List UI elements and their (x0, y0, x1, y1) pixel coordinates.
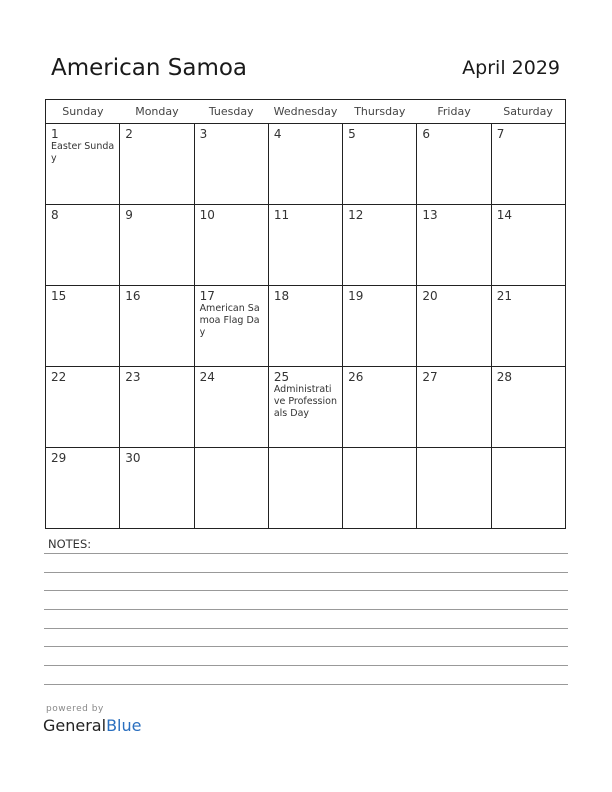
note-line (44, 646, 568, 647)
logo-blue: Blue (106, 716, 142, 735)
weekday-header: Sunday (46, 100, 120, 124)
week-row (46, 124, 566, 205)
day-cell (46, 205, 120, 286)
day-cell (343, 286, 417, 367)
day-cell-empty (194, 448, 268, 529)
weekday-header: Friday (417, 100, 491, 124)
day-number: 10 (199, 208, 215, 222)
week-row (46, 448, 566, 529)
day-cell (268, 124, 342, 205)
calendar-grid (45, 99, 566, 529)
day-number: 16 (125, 289, 141, 303)
day-number: 3 (199, 127, 208, 141)
day-number: 22 (51, 370, 67, 384)
day-cell (120, 286, 194, 367)
day-number: 15 (51, 289, 67, 303)
note-line (44, 628, 568, 629)
note-line (44, 665, 568, 666)
month-label: April 2029 (462, 57, 560, 79)
day-number: 29 (51, 451, 67, 465)
day-cell-empty (417, 448, 491, 529)
note-line (44, 609, 568, 610)
day-cell (268, 205, 342, 286)
day-cell (417, 367, 491, 448)
day-cell (417, 286, 491, 367)
day-number: 6 (422, 127, 431, 141)
day-number: 17 (199, 289, 215, 303)
holiday-event: American Samoa Flag Day (199, 303, 260, 338)
logo-general: General (43, 716, 107, 735)
day-cell (120, 367, 194, 448)
day-cell (491, 286, 565, 367)
day-number: 30 (125, 451, 141, 465)
day-cell (194, 286, 268, 367)
day-cell (194, 367, 268, 448)
day-cell (343, 205, 417, 286)
weekday-header: Saturday (491, 100, 565, 124)
day-number: 12 (348, 208, 364, 222)
day-number: 11 (273, 208, 290, 222)
day-cell-empty (343, 448, 417, 529)
weekday-header: Tuesday (194, 100, 268, 124)
day-number: 20 (422, 289, 438, 303)
day-number: 23 (125, 370, 141, 384)
day-cell (491, 205, 565, 286)
day-number: 9 (125, 208, 133, 222)
day-number: 24 (199, 370, 215, 384)
day-number: 2 (125, 127, 133, 141)
day-number: 1 (51, 127, 59, 141)
day-number: 8 (51, 208, 59, 222)
day-number: 4 (273, 127, 282, 141)
day-cell-empty (268, 448, 342, 529)
notes-label: NOTES: (48, 537, 92, 551)
day-number: 18 (273, 289, 290, 303)
day-cell (46, 286, 120, 367)
weekday-header: Wednesday (268, 100, 342, 124)
day-cell (120, 448, 194, 529)
day-cell (268, 286, 342, 367)
weekday-header: Thursday (343, 100, 417, 124)
note-line (44, 572, 568, 573)
week-row (46, 367, 566, 448)
note-line (44, 553, 568, 554)
day-cell (417, 205, 491, 286)
day-number: 7 (496, 127, 505, 141)
day-cell (491, 367, 565, 448)
day-cell-empty (491, 448, 565, 529)
day-cell (343, 367, 417, 448)
day-number: 14 (496, 208, 512, 222)
day-cell (46, 124, 120, 205)
day-number: 28 (496, 370, 512, 384)
day-cell (268, 367, 342, 448)
day-cell (491, 124, 565, 205)
day-number: 19 (348, 289, 364, 303)
generalblue-logo[interactable] (43, 716, 141, 735)
day-number: 21 (496, 289, 512, 303)
holiday-event: Administrative Professionals Day (273, 384, 337, 419)
weekday-header-row (46, 100, 566, 124)
day-cell (417, 124, 491, 205)
day-cell (46, 367, 120, 448)
day-number: 5 (348, 127, 356, 141)
calendar-title: American Samoa (51, 55, 248, 81)
week-row (46, 286, 566, 367)
day-number: 25 (273, 370, 290, 384)
day-number: 13 (422, 208, 438, 222)
week-row (46, 205, 566, 286)
weekday-header: Monday (120, 100, 194, 124)
day-cell (194, 124, 268, 205)
note-line (44, 684, 568, 685)
powered-by-text: powered by (46, 704, 104, 714)
day-cell (343, 124, 417, 205)
note-line (44, 590, 568, 591)
day-cell (120, 124, 194, 205)
day-cell (120, 205, 194, 286)
holiday-event: Easter Sunday (51, 141, 115, 164)
day-cell (46, 448, 120, 529)
day-number: 26 (348, 370, 364, 384)
day-cell (194, 205, 268, 286)
day-number: 27 (422, 370, 438, 384)
